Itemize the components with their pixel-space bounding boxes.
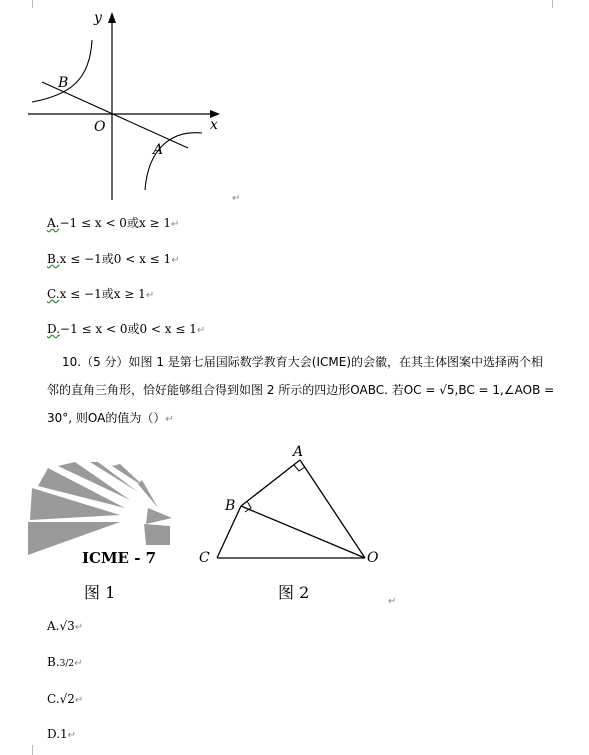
figure-1-caption: 图 1 — [84, 583, 116, 602]
point-b-label: B — [225, 498, 236, 514]
quadrilateral-figure — [195, 440, 390, 572]
paragraph-mark: ↵ — [145, 290, 155, 301]
icme-logo-figure — [20, 460, 185, 565]
point-o-label: O — [367, 550, 379, 566]
function-graph — [0, 0, 260, 215]
q10-line-3-text: 30°, 则OA的值为（） — [47, 411, 166, 425]
q10-option-a[interactable] — [47, 619, 83, 633]
x-axis-label: x — [210, 117, 218, 133]
option-text: x ≤ −1或x ≥ 1 — [59, 287, 146, 301]
option-label: A. — [47, 216, 60, 230]
option-label: B. — [47, 655, 60, 669]
page-corner-top-right — [552, 0, 563, 8]
paragraph-mark: ↵ — [165, 414, 174, 425]
option-text: x ≤ −1或0 < x ≤ 1 — [59, 252, 172, 266]
point-b-label: B — [58, 75, 69, 91]
paragraph-mark: ↵ — [74, 658, 83, 669]
option-text: √3 — [59, 619, 75, 633]
option-label: C. — [47, 287, 60, 301]
y-axis-label: y — [94, 10, 102, 26]
paragraph-mark: ↵ — [67, 730, 77, 741]
option-text: 3/2 — [59, 659, 75, 669]
option-label: B. — [47, 252, 60, 266]
option-text: −1 ≤ x < 0或x ≥ 1 — [59, 216, 172, 230]
option-text: −1 ≤ x < 0或0 < x ≤ 1 — [60, 322, 197, 336]
paragraph-mark: ↵ — [74, 622, 84, 633]
q9-option-a[interactable] — [47, 214, 179, 231]
q9-option-d[interactable] — [47, 320, 205, 337]
q10-option-d[interactable] — [47, 727, 76, 741]
point-a-label: A — [153, 142, 164, 158]
option-label: D. — [47, 727, 61, 741]
q10-line-3 — [47, 409, 174, 426]
q9-option-c[interactable] — [47, 285, 154, 302]
paragraph-mark: ↵ — [196, 325, 206, 336]
paragraph-mark: ↵ — [171, 255, 180, 266]
q10-line-1: 10.（5 分）如图 1 是第七届国际数学教育大会(ICME)的会徽，在其主体图案中选择两个相 — [62, 355, 544, 369]
point-a-label: A — [293, 444, 304, 460]
paragraph-mark: ↵ — [388, 596, 397, 607]
option-label: A. — [47, 619, 60, 633]
q10-line-2: 邻的直角三角形，恰好能够组合得到如图 2 所示的四边形OABC. 若OC = √5,BC = 1,∠AOB = — [47, 383, 555, 397]
paragraph-mark: ↵ — [232, 193, 241, 204]
q10-option-b[interactable] — [47, 655, 83, 669]
figure-2-caption: 图 2 — [278, 583, 310, 602]
paragraph-mark: ↵ — [74, 695, 84, 706]
paragraph-mark: ↵ — [171, 219, 180, 230]
origin-label: O — [94, 119, 106, 135]
q9-option-b[interactable] — [47, 250, 180, 267]
option-label: D. — [47, 322, 61, 336]
q10-option-c[interactable] — [47, 692, 83, 706]
icme-logo-text: ICME - 7 — [82, 549, 157, 565]
option-text: √2 — [59, 692, 75, 706]
option-label: C. — [47, 692, 60, 706]
page-corner-bottom-left — [22, 745, 33, 755]
point-c-label: C — [199, 550, 210, 566]
option-text: 1 — [60, 727, 68, 741]
